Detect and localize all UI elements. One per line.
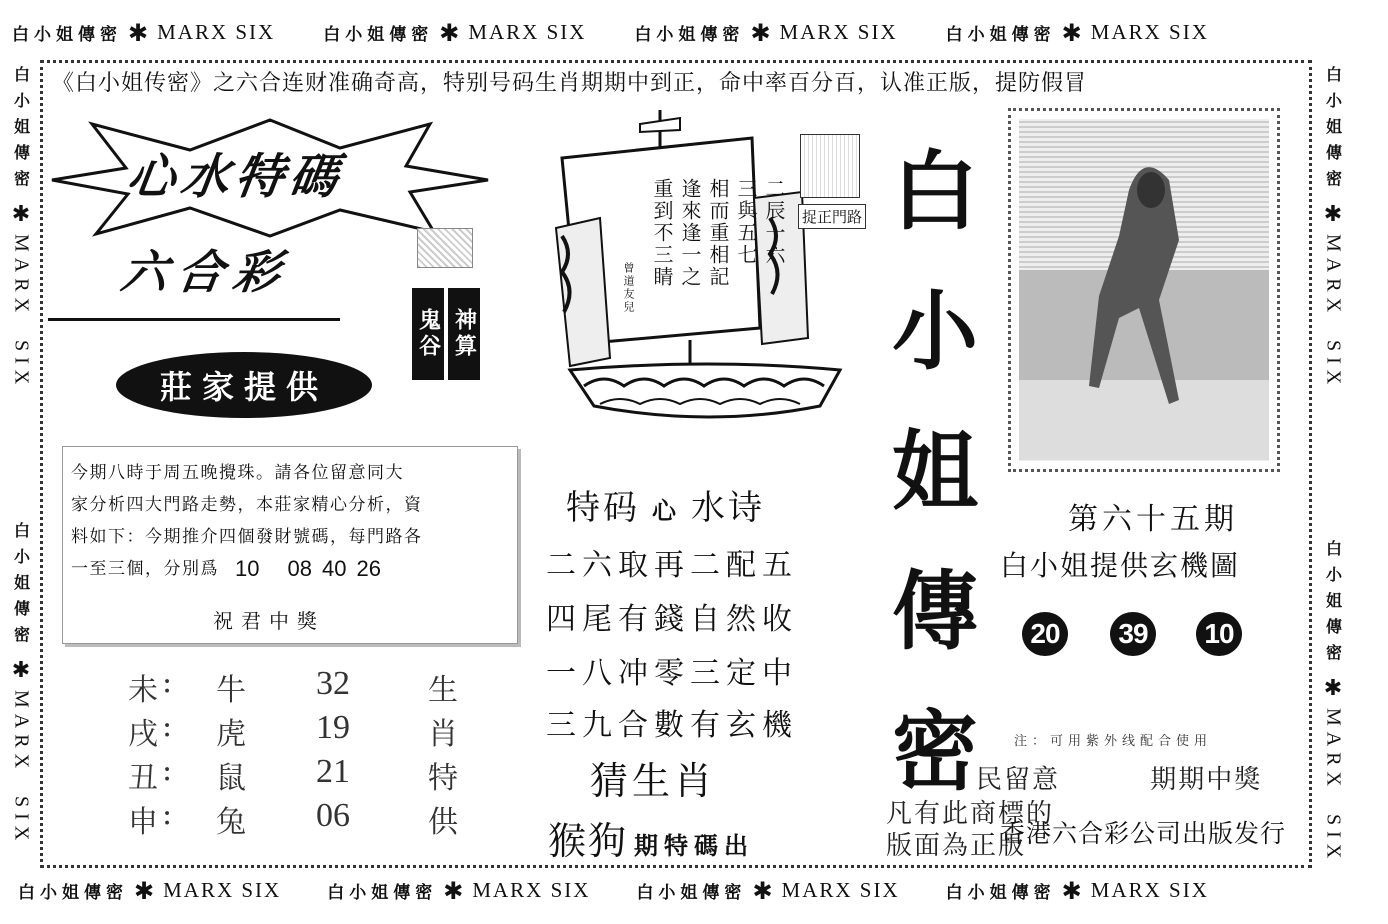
zodiac-sep: :	[162, 797, 173, 832]
bottom-banner	[18, 878, 1209, 903]
poem-column: 逢來逢一之	[678, 178, 702, 288]
banner-cn: 白小姐傳密	[323, 25, 434, 45]
banner-en: MARX SIX	[10, 234, 33, 391]
star-icon: ✱	[11, 202, 31, 227]
banner-en: MARX SIX	[157, 20, 276, 44]
zodiac-number: 21	[316, 753, 350, 790]
notice-line: 今期八時于周五晚攪珠。請各位留意同大	[71, 463, 404, 483]
top-banner	[12, 20, 1209, 45]
answer-animals: 猴狗	[548, 819, 629, 863]
big-title-char: 白	[892, 142, 978, 242]
notice-line: 一至三個，分別爲	[71, 559, 219, 579]
banner-cn: 白小姐傳密	[634, 25, 745, 45]
banner-cn: 白小姐傳密	[11, 66, 31, 196]
zodiac-number: 19	[316, 709, 350, 746]
poem-column: 相而重相記	[706, 178, 730, 288]
notice-box	[62, 446, 518, 644]
stamp-image	[800, 134, 860, 198]
banner-en: MARX SIX	[10, 690, 33, 847]
star-icon: ✱	[128, 18, 150, 47]
banner-cn: 白小姐傳密	[327, 883, 438, 903]
zodiac-branch: 申	[128, 805, 158, 840]
banner-cn: 白小姐傳密	[945, 25, 1056, 45]
zodiac-row	[120, 709, 480, 751]
banner-cn: 白小姐傳密	[11, 522, 31, 652]
zodiac-side: 供	[428, 805, 458, 840]
star-icon: ✱	[11, 658, 31, 683]
zodiac-branch: 戌	[128, 717, 158, 752]
left-vertical-banner-top	[6, 66, 36, 390]
star-icon: ✱	[439, 18, 461, 47]
notice-line: 家分析四大門路走勢，本莊家精心分析，資	[71, 495, 423, 515]
zodiac-sep: :	[162, 665, 173, 700]
star-icon: ✱	[1061, 18, 1083, 47]
zodiac-animal: 鼠	[216, 761, 246, 796]
notice-number: 10	[235, 556, 260, 581]
thumbnail-image	[417, 228, 473, 268]
banner-en: MARX SIX	[1322, 234, 1345, 391]
photo-frame	[1008, 108, 1280, 472]
answer-line	[548, 810, 754, 865]
banner-en: MARX SIX	[1090, 878, 1209, 902]
zodiac-row	[120, 665, 480, 707]
divider	[48, 318, 340, 321]
verse-line: 四尾有錢自然收	[546, 602, 798, 637]
poem-column: 三與五七	[734, 178, 758, 266]
verse-line: 一八冲零三定中	[546, 656, 798, 691]
notice-wish: 祝君中獎	[213, 609, 325, 633]
banner-en: MARX SIX	[472, 878, 591, 902]
big-title-char: 姐	[892, 422, 978, 522]
notice-number: 26	[356, 556, 381, 581]
banner-cn: 白小姐傳密	[636, 883, 747, 903]
zodiac-table	[120, 665, 480, 840]
uv-note: 注：可用紫外线配合使用	[1014, 734, 1213, 749]
headline: 《白小姐传密》之六合连财准确奇高，特别号码生肖期期中到正，命中率百分百，认准正版，提防假冒	[52, 71, 1088, 96]
verse-line: 三九合數有玄機	[546, 708, 798, 743]
zodiac-animal: 兔	[216, 805, 246, 840]
bottom-note-fragment	[976, 764, 1262, 796]
zodiac-row	[120, 753, 480, 795]
poem-column: 二辰一六	[762, 178, 786, 266]
banner-en: MARX SIX	[1090, 20, 1209, 44]
banner-cn: 白小姐傳密	[18, 883, 128, 903]
zodiac-sep: :	[162, 753, 173, 788]
star-icon: ✱	[1323, 676, 1343, 701]
star-icon: ✱	[750, 18, 772, 47]
verse-title-a: 特码	[566, 488, 640, 528]
verse-title	[566, 480, 765, 529]
verse-title-c: 水诗	[691, 488, 765, 528]
notice-fragment-2: 期期中獎	[1150, 765, 1263, 795]
big-title	[880, 122, 990, 822]
left-vertical-banner-bottom	[6, 522, 36, 846]
zodiac-sep: :	[162, 709, 173, 744]
number-ball: 39	[1110, 612, 1156, 656]
notice-line: 料如下：今期推介四個發財號碼，每門路各	[71, 527, 423, 547]
zodiac-side: 生	[428, 673, 458, 708]
zodiac-side: 特	[428, 761, 458, 796]
verse-line: 二六取再二配五	[546, 548, 798, 583]
zodiac-branch: 丑	[128, 761, 158, 796]
vertical-strip-2: 神算	[448, 288, 480, 380]
banner-cn: 白小姐傳密	[1323, 540, 1343, 670]
number-ball: 20	[1022, 612, 1068, 656]
banner-cn: 白小姐傳密	[945, 883, 1056, 903]
big-title-char: 密	[892, 702, 978, 802]
zodiac-animal: 虎	[216, 717, 246, 752]
starburst-title: 心水特碼	[123, 149, 348, 205]
stamp-label: 捉正門路	[798, 204, 866, 229]
answer-tail: 期特碼出	[634, 831, 755, 860]
right-vertical-banner-top	[1318, 66, 1348, 390]
banner-cn: 白小姐傳密	[1323, 66, 1343, 196]
banner-en: MARX SIX	[163, 878, 282, 902]
banner-en: MARX SIX	[468, 20, 587, 44]
notice-numbers-row	[71, 553, 511, 585]
zodiac-branch: 未	[128, 673, 158, 708]
notice-number: 40	[321, 556, 347, 581]
model-photo-figure	[1019, 119, 1269, 461]
issue-number: 第六十五期	[1068, 502, 1238, 537]
ship-poem	[650, 178, 786, 288]
notice-number: 08	[287, 556, 312, 581]
zodiac-number: 06	[316, 797, 350, 834]
poem-column: 重到不三睛	[650, 178, 674, 288]
number-ball: 10	[1196, 612, 1242, 656]
publisher: 香港六合彩公司出版发行	[1000, 819, 1287, 848]
notice-fragment: 民留意	[976, 765, 1061, 795]
poem-author: 曾道友兒	[622, 262, 635, 314]
guess-zodiac: 猜生肖	[590, 759, 717, 803]
zodiac-side: 肖	[428, 717, 458, 752]
banner-en: MARX SIX	[1322, 708, 1345, 865]
zodiac-row	[120, 797, 480, 839]
star-icon: ✱	[1061, 876, 1083, 905]
oval-badge: 莊家提供	[116, 352, 372, 418]
zodiac-number: 32	[316, 665, 350, 702]
zodiac-animal: 牛	[216, 673, 246, 708]
right-vertical-banner-bottom	[1318, 540, 1348, 864]
trademark-line: 版面為正版	[886, 831, 1027, 861]
liuhe-title: 六合彩	[117, 245, 294, 299]
trademark-line: 凡有此商標的	[886, 799, 1055, 829]
banner-en: MARX SIX	[779, 20, 898, 44]
big-title-char: 傳	[892, 562, 978, 662]
big-title-char: 小	[892, 282, 978, 382]
vertical-strip-1: 鬼谷	[412, 288, 444, 380]
star-icon: ✱	[752, 876, 774, 905]
banner-cn: 白小姐傳密	[12, 25, 122, 45]
star-icon: ✱	[443, 876, 465, 905]
star-icon: ✱	[1323, 202, 1343, 227]
number-balls	[1022, 612, 1262, 656]
banner-en: MARX SIX	[781, 878, 900, 902]
star-icon: ✱	[134, 876, 156, 905]
provider-line: 白小姐提供玄機圖	[1000, 549, 1241, 582]
verse-title-b: 心	[652, 496, 679, 525]
model-photo	[1019, 119, 1269, 461]
